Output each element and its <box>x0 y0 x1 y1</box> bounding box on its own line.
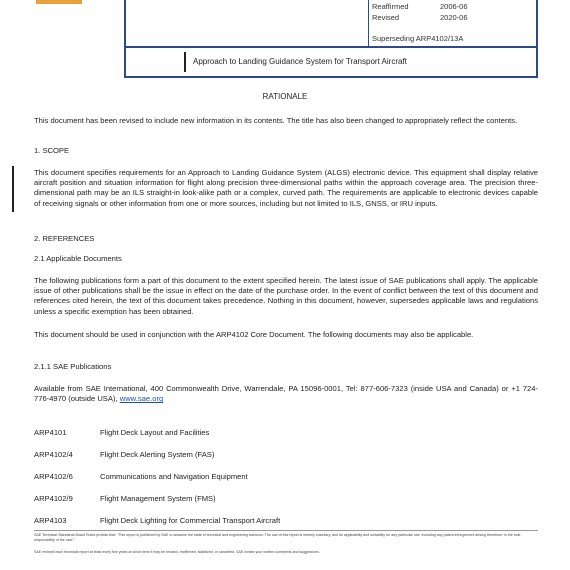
header-box <box>124 0 538 78</box>
reference-title: Flight Deck Lighting for Commercial Transport Aircraft <box>100 516 281 525</box>
rationale-heading: RATIONALE <box>262 92 308 101</box>
reference-item <box>34 450 214 459</box>
reference-item <box>34 472 248 481</box>
reaffirmed-label: Reaffirmed <box>372 2 409 11</box>
conjunction-text: This document should be used in conjunction with the ARP4102 Core Document. The following documents may also be applicable. <box>34 330 474 339</box>
header-divider <box>124 46 538 48</box>
title-change-bar <box>184 52 186 72</box>
document-title: Approach to Landing Guidance System for Transport Aircraft <box>193 57 407 66</box>
scope-heading: 1. SCOPE <box>34 146 70 155</box>
reference-item <box>34 428 209 437</box>
sae-website-link[interactable]: www.sae.org <box>119 394 164 404</box>
reference-title: Flight Deck Alerting System (FAS) <box>100 450 215 459</box>
scope-change-bar <box>12 166 14 212</box>
sae-address-text: Available from SAE International, 400 Commonwealth Drive, Warrendale, PA 15096-0001, Tel: 877-606-7323 (inside USA and Canada) or +1 724-776-4970 (outside USA), <box>34 384 538 404</box>
reaffirmed-date: 2006-06 <box>440 2 468 11</box>
footer-review-note: SAE reviews each technical report at least every five years at which time it may be revised, reaffirmed, stabilized, or cancelled. SAE invites your written comments and suggestions. <box>34 550 320 554</box>
revised-date: 2020-06 <box>440 13 468 22</box>
reference-title: Communications and Navigation Equipment <box>100 472 248 481</box>
reference-item <box>34 516 280 525</box>
superseding-text: Superseding ARP4102/13A <box>372 34 464 43</box>
references-heading: 2. REFERENCES <box>34 234 95 243</box>
reference-code: ARP4102/4 <box>34 450 73 459</box>
reference-code: ARP4101 <box>34 428 67 437</box>
header-vertical-divider <box>368 0 369 46</box>
footer-divider <box>34 530 538 531</box>
applicable-documents-text: The following publications form a part of this document to the extent specified herein. The latest issue of SAE publications shall apply. The applicable issue of other publications shall be the issue in effect on the date of the purchase order. In the event of conflict between the text of this document and references cited herein, the text of this document takes precedence. Nothing in this document, however, supersedes applicable laws and regulations unless a specific exemption has been obtained. <box>34 276 538 316</box>
reference-item <box>34 494 216 503</box>
scope-text: This document specifies requirements for an Approach to Landing Guidance System (ALGS) electronic device. This equipment shall display relative aircraft position and situation information for flight along precision three-dimensional paths within the approach coverage area. The precision three-dimensional path may be an ILS straight-in look-alike path or a complex, curved path. The requirements are applicable to electronic devices capable of receiving signals or other information from one or more sources, including but not limited to ILS, GNSS, or IRU inputs. <box>34 168 538 208</box>
reference-code: ARP4103 <box>34 516 67 525</box>
applicable-documents-heading: 2.1 Applicable Documents <box>34 254 122 263</box>
footer-disclaimer: SAE Technical Standards Board Rules provide that: "This report is published by SAE to advance the state of technical and engineering sciences. The use of this report is entirely voluntary, and its applicability and suitability for any particular use, including any patent infringement arising therefrom, is the sole responsibility of the user." <box>34 533 521 542</box>
rationale-text: This document has been revised to include new information in its contents. The title has also been changed to appropriately reflect the contents. <box>34 116 518 125</box>
reference-title: Flight Deck Layout and Facilities <box>100 428 210 437</box>
sae-publications-text <box>34 384 538 404</box>
sae-publications-heading: 2.1.1 SAE Publications <box>34 362 112 371</box>
reference-code: ARP4102/6 <box>34 472 73 481</box>
reference-title: Flight Management System (FMS) <box>100 494 216 503</box>
revised-label: Revised <box>372 13 400 22</box>
revision-dates <box>372 1 468 23</box>
sae-logo-mark <box>36 0 82 4</box>
reference-code: ARP4102/9 <box>34 494 73 503</box>
